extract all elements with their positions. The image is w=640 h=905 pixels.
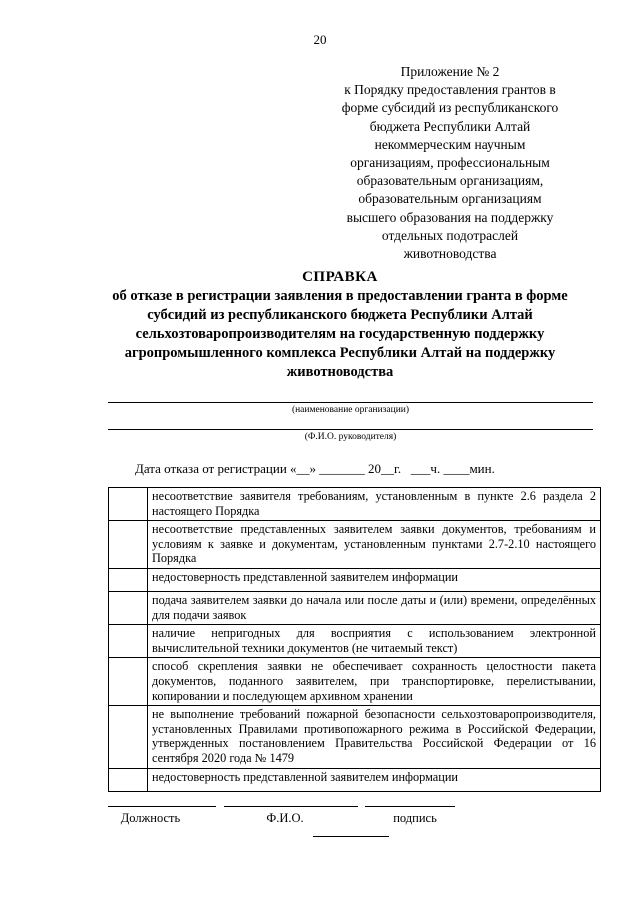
ground-checkbox-cell[interactable] bbox=[109, 768, 148, 791]
ground-text: недостоверность представленной заявителем информации bbox=[148, 568, 601, 591]
table-row bbox=[109, 568, 601, 591]
title-line: животноводства bbox=[286, 364, 394, 380]
appendix-line: животноводства bbox=[403, 246, 497, 262]
sign-label: подпись bbox=[393, 811, 437, 825]
page-number: 20 bbox=[313, 32, 327, 47]
table-row bbox=[109, 625, 601, 658]
document-title bbox=[90, 268, 590, 382]
position-label: Должность bbox=[120, 811, 181, 825]
ground-text: недостоверность представленной заявителем информации bbox=[148, 768, 601, 791]
refusal-date-line: Дата отказа от регистрации «__» _______ 20__г. ___ч. ____мин. bbox=[135, 461, 495, 476]
title-line: агропромышленного комплекса Республики Алтай на поддержку bbox=[124, 345, 556, 361]
refusal-grounds-table bbox=[108, 487, 601, 792]
sign-signature-line[interactable] bbox=[365, 806, 455, 807]
appendix-line: к Порядку предоставления грантов в bbox=[344, 82, 556, 98]
ground-checkbox-cell[interactable] bbox=[109, 488, 148, 521]
head-caption: (Ф.И.О. руководителя) bbox=[304, 432, 397, 442]
appendix-line: бюджета Республики Алтай bbox=[369, 118, 531, 134]
appendix-header bbox=[325, 63, 575, 263]
ground-text: наличие непригодных для восприятия с использованием электронной вычислительной техники документов (не читаемый текст) bbox=[148, 625, 601, 658]
ground-text: не выполнение требований пожарной безопасности сельхозтоваропроизводителя, установленных Правилами противопожарного режима в Российской Федерации, утвержденных постановлением Правительства Российской Федерации от 16 сентября 2020 года № 1479 bbox=[148, 706, 601, 768]
ground-checkbox-cell[interactable] bbox=[109, 521, 148, 569]
table-row bbox=[109, 488, 601, 521]
ground-checkbox-cell[interactable] bbox=[109, 591, 148, 624]
table-row bbox=[109, 768, 601, 791]
ground-checkbox-cell[interactable] bbox=[109, 706, 148, 768]
organization-caption: (наименование организации) bbox=[291, 405, 410, 415]
ground-text: несоответствие представленных заявителем заявки документов, требованиям и условиям к заявке и документам, установленным пунктами 2.7-2.10 настоящего Порядка bbox=[148, 521, 601, 569]
appendix-line: образовательным организациям, bbox=[356, 173, 544, 189]
appendix-line: образовательным организациям bbox=[358, 191, 542, 207]
position-signature-line[interactable] bbox=[108, 806, 216, 807]
organization-name-line[interactable] bbox=[108, 402, 593, 403]
name-signature-line[interactable] bbox=[224, 806, 358, 807]
ground-checkbox-cell[interactable] bbox=[109, 658, 148, 706]
ground-text: несоответствие заявителя требованиям, установленным в пункте 2.6 раздела 2 настоящего Порядка bbox=[148, 488, 601, 521]
table-row bbox=[109, 591, 601, 624]
name-label: Ф.И.О. bbox=[266, 811, 304, 825]
date-signature-line[interactable] bbox=[313, 836, 389, 837]
ground-checkbox-cell[interactable] bbox=[109, 568, 148, 591]
appendix-line: высшего образования на поддержку bbox=[346, 209, 554, 225]
table-row bbox=[109, 658, 601, 706]
appendix-line: форме субсидий из республиканского bbox=[341, 100, 559, 116]
table-row bbox=[109, 706, 601, 768]
ground-checkbox-cell[interactable] bbox=[109, 625, 148, 658]
title-main: СПРАВКА bbox=[302, 269, 378, 285]
appendix-line: организациям, профессиональным bbox=[350, 155, 550, 171]
appendix-line: отдельных подотраслей bbox=[381, 227, 519, 243]
head-name-line[interactable] bbox=[108, 429, 593, 430]
table-row bbox=[109, 521, 601, 569]
title-line: сельхозтоваропроизводителям на государственную поддержку bbox=[135, 326, 545, 342]
ground-text: подача заявителем заявки до начала или после даты и (или) времени, определённых для подачи заявок bbox=[148, 591, 601, 624]
title-line: об отказе в регистрации заявления в предоставлении гранта в форме bbox=[112, 288, 568, 304]
ground-text: способ скрепления заявки не обеспечивает сохранность целостности пакета документов, поданного заявителем, при транспортировке, перелистывании, копировании и последующем архивном хранении bbox=[148, 658, 601, 706]
title-line: субсидий из республиканского бюджета Республики Алтай bbox=[147, 307, 533, 323]
appendix-line: некоммерческим научным bbox=[374, 136, 526, 152]
appendix-line: Приложение № 2 bbox=[400, 64, 500, 79]
